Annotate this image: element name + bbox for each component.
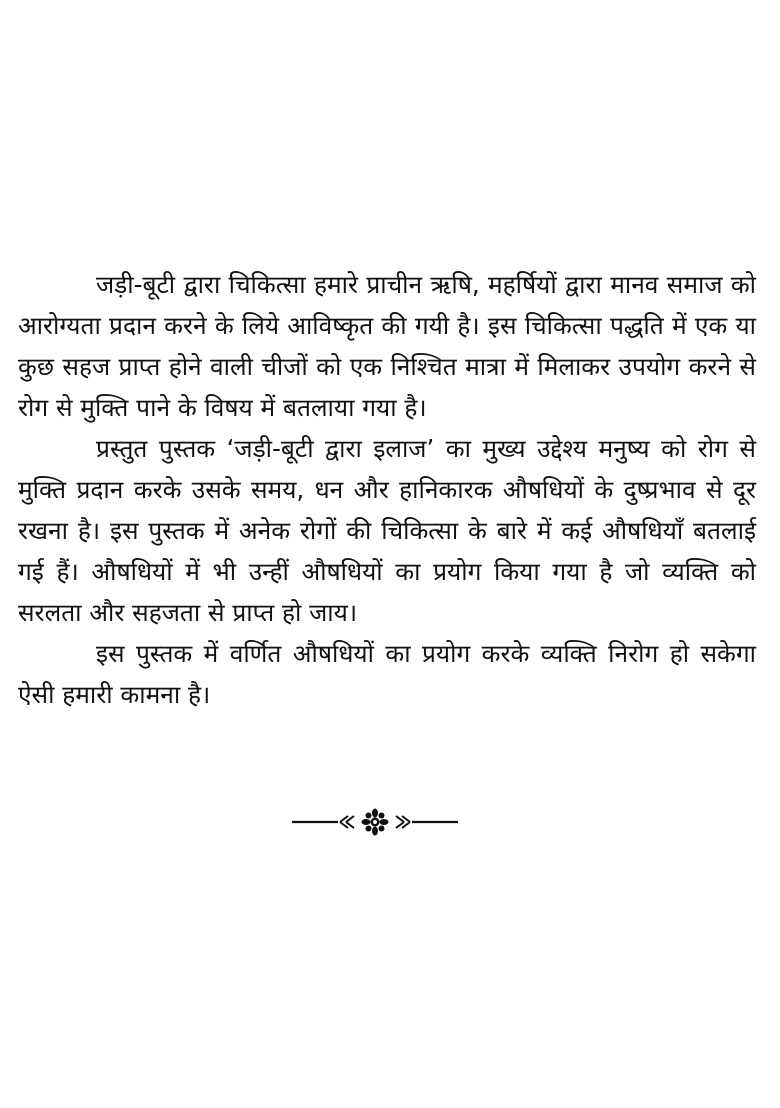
paragraph-1: जड़ी-बूटी द्वारा चिकित्सा हमारे प्राचीन ऋषि, महर्षियों द्वारा मानव समाज को आरोग्यता प्रदान करने के लिये आविष्कृत की गयी है। इस चिकित्सा पद्धति में एक या कुछ सहज प्राप्त होने वाली चीजों को एक निश्चित मात्रा में मिलाकर उपयोग करने से रोग से मुक्ति पाने के विषय में बतलाया गया है। (18, 270, 756, 422)
paragraph-3: इस पुस्तक में वर्णित औषधियों का प्रयोग करके व्यक्ति निरोग हो सकेगा ऐसी हमारी कामना है। (18, 639, 756, 709)
preface-text (18, 264, 756, 715)
paragraph-2: प्रस्तुत पुस्तक ‘जड़ी-बूटी द्वारा इलाज’ का मुख्य उद्देश्य मनुष्य को रोग से मुक्ति प्रदान करके उसके समय, धन और हानिकारक औषधियों के दुष्प्रभाव से दूर रखना है। इस पुस्तक में अनेक रोगों की चिकित्सा के बारे में कई औषधियाँ बतलाई गई हैं। औषधियों में भी उन्हीं औषधियों का प्रयोग किया गया है जो व्यक्ति को सरलता और सहजता से प्राप्त हो जाय। (18, 434, 756, 627)
floral-divider-icon (290, 808, 460, 836)
